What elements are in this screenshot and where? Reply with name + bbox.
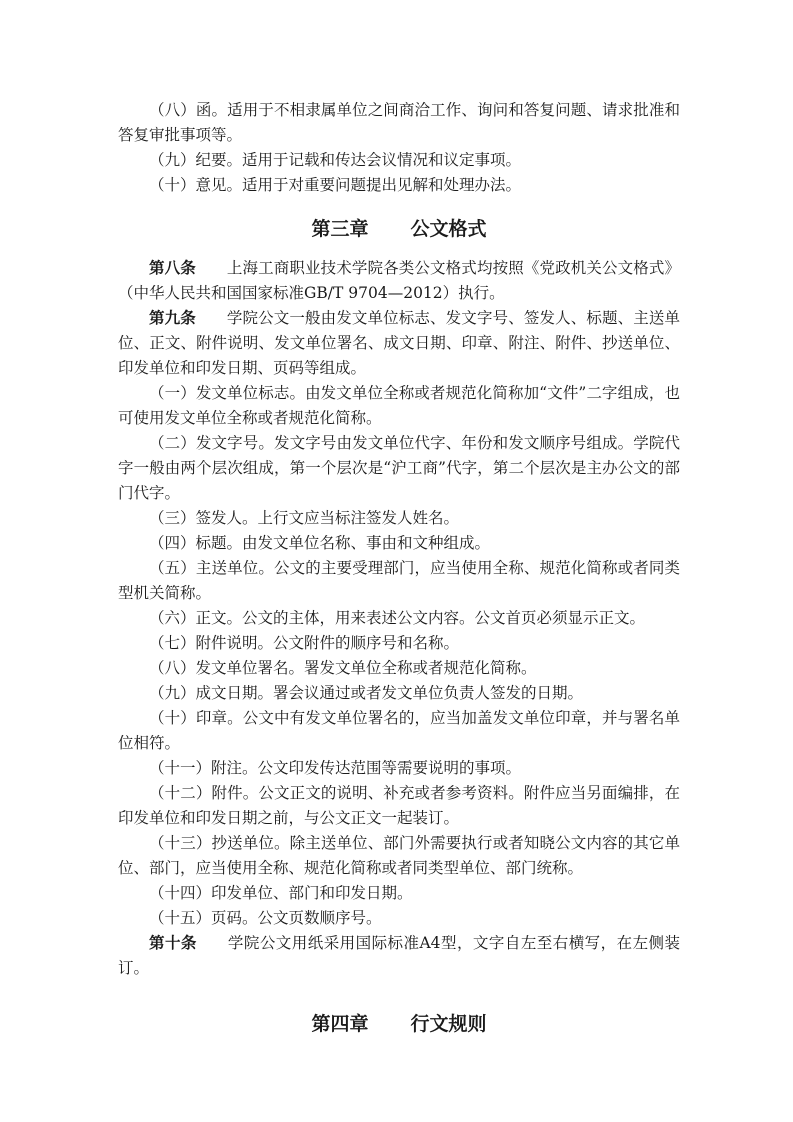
article-10-number: 第十条 [149, 934, 197, 952]
item-11: （十一）附注。公文印发传达范围等需要说明的事项。 [149, 759, 522, 777]
article-9 [118, 306, 680, 381]
item-15: （十五）页码。公文页数顺序号。 [149, 909, 382, 927]
item-3: （三）签发人。上行文应当标注签发人姓名。 [149, 509, 460, 527]
item-2: （二）发文字号。发文字号由发文单位代字、年份和发文顺序号组成。学院代字一般由两个层次组成，第一个层次是“沪工商”代字，第二个层次是主办公文的部门代字。 [118, 434, 680, 502]
item-7: （七）附件说明。公文附件的顺序号和名称。 [149, 634, 460, 652]
item-12: （十二）附件。公文正文的说明、补充或者参考资料。附件应当另面编排，在印发单位和印发日期之前，与公文正文一起装订。 [118, 784, 680, 827]
article-8 [118, 256, 680, 306]
chapter-4-title: 行文规则 [410, 1013, 487, 1035]
paragraph-yijian: （十）意见。适用于对重要问题提出见解和处理办法。 [149, 176, 522, 194]
item-8: （八）发文单位署名。署发文单位全称或者规范化简称。 [149, 659, 537, 677]
paragraph-jiyao: （九）纪要。适用于记载和传达会议情况和议定事项。 [149, 151, 522, 169]
item-10: （十）印章。公文中有发文单位署名的，应当加盖发文单位印章，并与署名单位相符。 [118, 709, 680, 752]
article-10-text: 学院公文用纸采用国际标准A4型，文字自左至右横写，在左侧装订。 [118, 934, 680, 977]
chapter-3-number: 第三章 [311, 218, 369, 240]
item-6: （六）正文。公文的主体，用来表述公文内容。公文首页必须显示正文。 [149, 609, 646, 627]
chapter-3-heading [118, 214, 680, 244]
chapter-3-title: 公文格式 [410, 218, 487, 240]
article-10 [118, 931, 680, 981]
item-5: （五）主送单位。公文的主要受理部门，应当使用全称、规范化简称或者同类型机关简称。 [118, 559, 680, 602]
article-9-text: 学院公文一般由发文单位标志、发文字号、签发人、标题、主送单位、正文、附件说明、发文单位署名、成文日期、印章、附注、附件、抄送单位、印发单位和印发日期、页码等组成。 [118, 309, 680, 377]
item-14: （十四）印发单位、部门和印发日期。 [149, 884, 413, 902]
article-9-number: 第九条 [149, 309, 196, 327]
item-1: （一）发文单位标志。由发文单位全称或者规范化简称加“文件”二字组成，也可使用发文单位全称或者规范化简称。 [118, 384, 680, 427]
article-8-text: 上海工商职业技术学院各类公文格式均按照《党政机关公文格式》（中华人民共和国国家标准GB/T 9704—2012）执行。 [118, 259, 680, 302]
item-4: （四）标题。由发文单位名称、事由和文种组成。 [149, 534, 491, 552]
paragraph-han: （八）函。适用于不相隶属单位之间商洽工作、询问和答复问题、请求批准和答复审批事项等。 [118, 101, 680, 144]
item-9: （九）成文日期。署会议通过或者发文单位负责人签发的日期。 [149, 684, 584, 702]
chapter-4-number: 第四章 [311, 1013, 369, 1035]
document-page [118, 98, 680, 1039]
item-13: （十三）抄送单位。除主送单位、部门外需要执行或者知晓公文内容的其它单位、部门，应当使用全称、规范化简称或者同类型单位、部门统称。 [118, 834, 680, 877]
chapter-4-heading [118, 1009, 680, 1039]
article-8-number: 第八条 [149, 259, 196, 277]
